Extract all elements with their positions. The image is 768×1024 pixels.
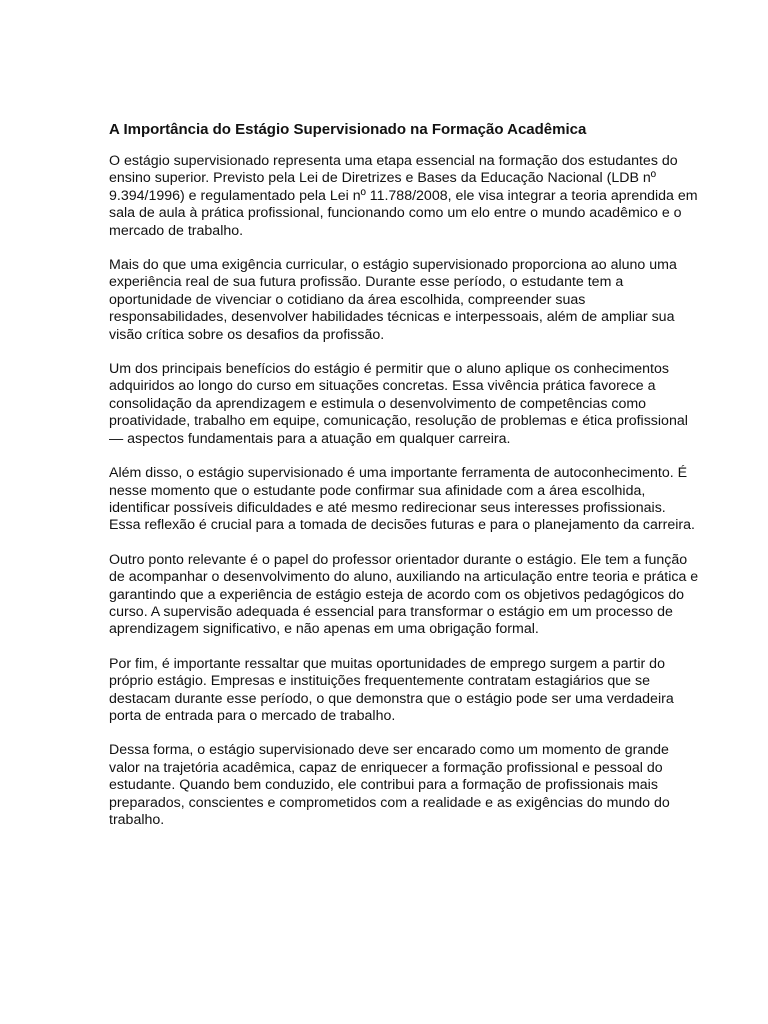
- paragraph-3: Um dos principais benefícios do estágio é permitir que o aluno aplique os conhecimentos adquiridos ao longo do curso em situações concretas. Essa vivência prática favorece a consolidação da aprendizagem e estimula o desenvolvimento de competências como proatividade, trabalho em equipe, comunicação, resolução de problemas e ética profissional — aspectos fundamentais para a atuação em qualquer carreira.: [109, 361, 688, 447]
- paragraph-5: Outro ponto relevante é o papel do professor orientador durante o estágio. Ele tem a função de acompanhar o desenvolvimento do aluno, auxiliando na articulação entre teoria e prática e garantindo que a experiência de estágio esteja de acordo com os objetivos pedagógicos do curso. A supervisão adequada é essencial para transformar o estágio em um processo de aprendizagem significativo, e não apenas em uma obrigação formal.: [109, 551, 699, 638]
- document-title: A Importância do Estágio Supervisionado na Formação Acadêmica: [109, 121, 587, 138]
- paragraph-7: Dessa forma, o estágio supervisionado deve ser encarado como um momento de grande valor na trajetória acadêmica, capaz de enriquecer a formação profissional e pessoal do estudante. Quando bem conduzido, ele contribui para a formação de profissionais mais preparados, conscientes e comprometidos com a realidade e as exigências do mundo do trabalho.: [109, 742, 670, 828]
- paragraph-6: Por fim, é importante ressaltar que muitas oportunidades de emprego surgem a partir do próprio estágio. Empresas e instituições frequentemente contratam estagiários que se destacam durante esse período, o que demonstra que o estágio pode ser uma verdadeira porta de entrada para o mercado de trabalho.: [109, 655, 674, 724]
- document-page: [109, 121, 699, 846]
- paragraph-2: Mais do que uma exigência curricular, o estágio supervisionado proporciona ao aluno uma experiência real de sua futura profissão. Durante esse período, o estudante tem a oportunidade de vivenciar o cotidiano da área escolhida, compreender suas responsabilidades, desenvolver habilidades técnicas e interpessoais, além de ampliar sua visão crítica sobre os desafios da profissão.: [109, 257, 677, 343]
- paragraph-4: Além disso, o estágio supervisionado é uma importante ferramenta de autoconhecimento. É nesse momento que o estudante pode confirmar sua afinidade com a área escolhida, identificar possíveis dificuldades e até mesmo redirecionar seus interesses profissionais. Essa reflexão é crucial para a tomada de decisões futuras e para o planejamento da carreira.: [109, 465, 695, 534]
- paragraph-1: O estágio supervisionado representa uma etapa essencial na formação dos estudantes do ensino superior. Previsto pela Lei de Diretrizes e Bases da Educação Nacional (LDB nº 9.394/1996) e regulamentado pela Lei nº 11.788/2008, ele visa integrar a teoria aprendida em sala de aula à prática profissional, funcionando como um elo entre o mundo acadêmico e o mercado de trabalho.: [109, 153, 698, 239]
